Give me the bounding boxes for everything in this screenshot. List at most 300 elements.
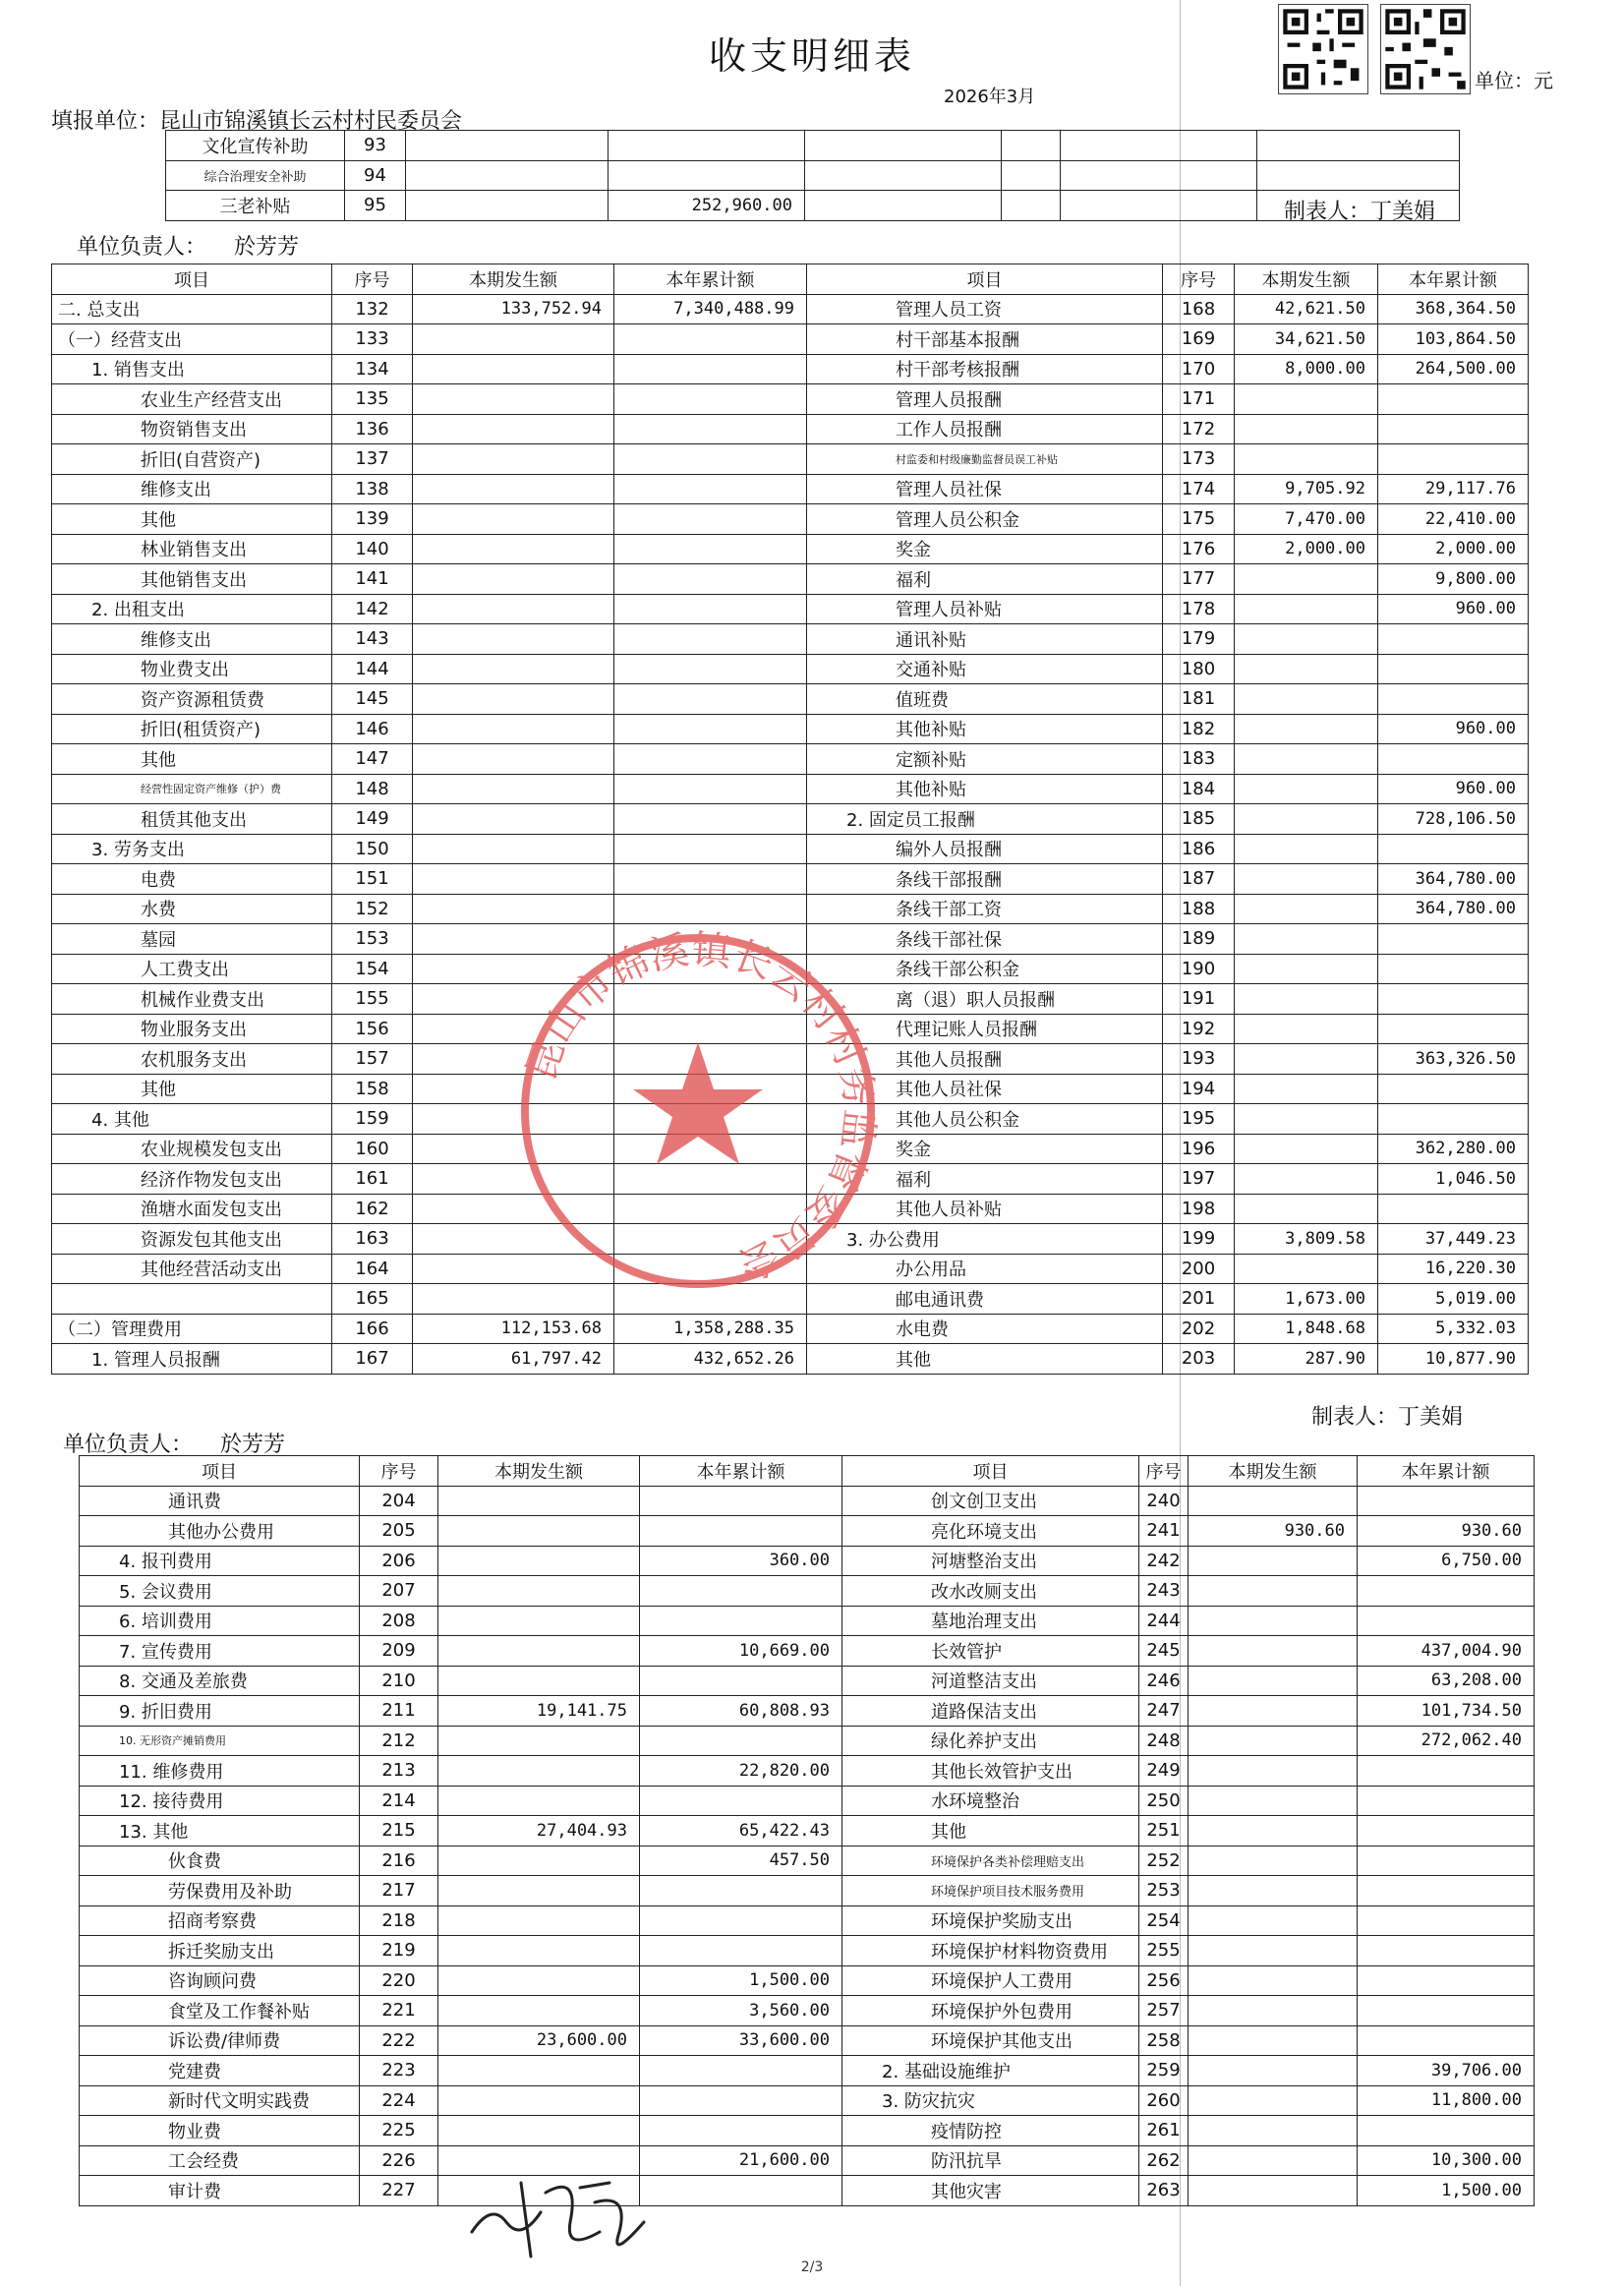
ytd-amount-cell — [1358, 1905, 1535, 1936]
ytd-amount-cell — [1358, 2025, 1535, 2056]
seq-cell: 134 — [332, 354, 413, 384]
ytd-amount-cell: 60,808.93 — [640, 1696, 842, 1727]
header-row — [80, 1456, 1535, 1487]
period-amount-cell — [406, 191, 609, 221]
item-cell: 其他人员报酬 — [807, 1044, 1163, 1075]
period-amount-cell — [413, 564, 614, 595]
table-row — [52, 804, 1529, 835]
seq-cell: 158 — [332, 1074, 413, 1104]
period-amount-cell: 1,673.00 — [1235, 1284, 1378, 1315]
item-cell: 疫情防控 — [842, 2116, 1139, 2146]
period-amount-cell — [438, 1786, 640, 1816]
seq-cell: 246 — [1139, 1666, 1189, 1696]
column-header-period: 本期发生额 — [413, 264, 614, 295]
seq-cell: 204 — [360, 1486, 438, 1516]
item-cell: 墓地治理支出 — [842, 1606, 1139, 1636]
ytd-amount-cell: 33,600.00 — [640, 2025, 842, 2056]
ytd-amount-cell — [1358, 1486, 1535, 1516]
column-header-period: 本期发生额 — [1189, 1456, 1358, 1487]
seq-cell: 136 — [332, 414, 413, 444]
ytd-amount-cell: 9,800.00 — [1378, 564, 1529, 595]
period-amount-cell — [1189, 2085, 1358, 2116]
period-amount-cell — [438, 1756, 640, 1787]
seq-cell: 180 — [1163, 654, 1235, 684]
maker-label: 制表人： — [1284, 200, 1371, 224]
period-amount-cell — [413, 894, 614, 924]
ytd-amount-cell — [640, 1786, 842, 1816]
period-amount-cell — [1189, 2145, 1358, 2176]
seq-cell: 184 — [1163, 774, 1235, 804]
ytd-amount-cell — [1358, 2116, 1535, 2146]
qr-code-icon — [1278, 4, 1368, 94]
table-row — [80, 1546, 1535, 1576]
period-amount-cell — [413, 774, 614, 804]
item-cell: 其他 — [807, 1344, 1163, 1375]
table-row — [80, 1846, 1535, 1876]
item-cell: 1. 销售支出 — [52, 354, 332, 384]
period-amount-cell — [438, 1905, 640, 1936]
table-row — [80, 1486, 1535, 1516]
period-amount-cell — [406, 160, 609, 191]
seq-cell: 203 — [1163, 1344, 1235, 1375]
unit-label: 单位：元 — [1475, 69, 1553, 92]
item-cell: 河塘整治支出 — [842, 1546, 1139, 1576]
ytd-amount-cell — [614, 414, 807, 444]
item-cell: 墓园 — [52, 924, 332, 955]
ytd-amount-cell — [1358, 1846, 1535, 1876]
item-cell: 其他补贴 — [807, 774, 1163, 804]
item-cell: 办公用品 — [807, 1254, 1163, 1284]
table-row — [52, 504, 1529, 535]
period-amount-cell — [1235, 594, 1378, 624]
period-amount-cell — [1189, 1726, 1358, 1756]
item-cell: 其他销售支出 — [52, 564, 332, 595]
ytd-amount-cell — [1378, 744, 1529, 775]
empty-cell — [805, 191, 1002, 221]
table-row — [52, 324, 1529, 355]
item-cell: 条线干部工资 — [807, 894, 1163, 924]
item-cell: 电费 — [52, 864, 332, 895]
seq-cell: 205 — [360, 1516, 438, 1547]
seq-cell: 199 — [1163, 1224, 1235, 1255]
ytd-amount-cell — [614, 804, 807, 835]
item-cell: 离（退）职人员报酬 — [807, 984, 1163, 1015]
item-cell: 7. 宣传费用 — [80, 1636, 360, 1667]
period-amount-cell — [413, 414, 614, 444]
item-cell — [52, 1284, 332, 1315]
item-cell: 招商考察费 — [80, 1905, 360, 1936]
ytd-amount-cell: 364,780.00 — [1378, 894, 1529, 924]
seq-cell: 214 — [360, 1786, 438, 1816]
period-amount-cell — [1235, 1074, 1378, 1104]
item-cell: （一）经营支出 — [52, 324, 332, 355]
column-header-seq: 序号 — [332, 264, 413, 295]
item-cell: （二）管理费用 — [52, 1314, 332, 1344]
ytd-amount-cell: 728,106.50 — [1378, 804, 1529, 835]
item-cell: 编外人员报酬 — [807, 834, 1163, 864]
item-cell: 党建费 — [80, 2056, 360, 2086]
period-amount-cell: 3,809.58 — [1235, 1224, 1378, 1255]
column-header-ytd: 本年累计额 — [640, 1456, 842, 1487]
period-amount-cell — [1235, 924, 1378, 955]
seq-cell: 227 — [360, 2176, 438, 2206]
item-cell: 长效管护 — [842, 1636, 1139, 1667]
item-cell: 5. 会议费用 — [80, 1576, 360, 1607]
period-amount-cell — [438, 1876, 640, 1906]
item-cell: 其他经营活动支出 — [52, 1254, 332, 1284]
seq-cell: 137 — [332, 444, 413, 475]
period-amount-cell — [1235, 624, 1378, 655]
table-row — [52, 444, 1529, 475]
seq-cell: 221 — [360, 1996, 438, 2026]
seq-cell: 251 — [1139, 1816, 1189, 1846]
period-amount-cell — [1235, 834, 1378, 864]
item-cell: 福利 — [807, 1164, 1163, 1195]
seq-cell: 188 — [1163, 894, 1235, 924]
table-row — [52, 894, 1529, 924]
table-row — [52, 834, 1529, 864]
period-amount-cell — [438, 2056, 640, 2086]
period-amount-cell: 112,153.68 — [413, 1314, 614, 1344]
item-cell: 环境保护其他支出 — [842, 2025, 1139, 2056]
period-amount-cell — [413, 534, 614, 564]
seq-cell: 152 — [332, 894, 413, 924]
ytd-amount-cell — [614, 324, 807, 355]
item-cell: 其他 — [52, 504, 332, 535]
ytd-amount-cell: 1,046.50 — [1378, 1164, 1529, 1195]
seq-cell: 132 — [332, 294, 413, 324]
item-cell: 河道整洁支出 — [842, 1666, 1139, 1696]
ytd-amount-cell: 29,117.76 — [1378, 474, 1529, 504]
item-cell: 创文创卫支出 — [842, 1486, 1139, 1516]
seq-cell: 133 — [332, 324, 413, 355]
seq-cell: 148 — [332, 774, 413, 804]
period-amount-cell — [413, 384, 614, 415]
ytd-amount-cell: 5,332.03 — [1378, 1314, 1529, 1344]
ytd-amount-cell — [614, 834, 807, 864]
seq-cell: 149 — [332, 804, 413, 835]
period-amount-cell — [1189, 2056, 1358, 2086]
column-header-ytd: 本年累计额 — [1378, 264, 1529, 295]
ytd-amount-cell — [1378, 1104, 1529, 1135]
period-amount-cell — [1189, 1756, 1358, 1787]
table-row — [52, 294, 1529, 324]
seq-cell: 172 — [1163, 414, 1235, 444]
item-cell: 拆迁奖励支出 — [80, 1936, 360, 1966]
ytd-amount-cell: 362,280.00 — [1378, 1134, 1529, 1164]
item-cell: 林业销售支出 — [52, 534, 332, 564]
period-amount-cell: 27,404.93 — [438, 1816, 640, 1846]
seq-cell: 181 — [1163, 684, 1235, 715]
seq-cell: 200 — [1163, 1254, 1235, 1284]
item-cell: 物资销售支出 — [52, 414, 332, 444]
seq-cell: 168 — [1163, 294, 1235, 324]
period-amount-cell — [438, 1936, 640, 1966]
item-cell: 维修支出 — [52, 474, 332, 504]
item-cell: 亮化环境支出 — [842, 1516, 1139, 1547]
table-row — [52, 534, 1529, 564]
maker-label: 制表人： — [1311, 1405, 1399, 1430]
item-cell: 村干部考核报酬 — [807, 354, 1163, 384]
period-amount-cell — [413, 654, 614, 684]
ytd-amount-cell — [1358, 1816, 1535, 1846]
ytd-amount-cell: 63,208.00 — [1358, 1666, 1535, 1696]
seq-cell: 262 — [1139, 2145, 1189, 2176]
ytd-amount-cell — [609, 160, 805, 191]
ytd-amount-cell: 252,960.00 — [609, 191, 805, 221]
item-cell: 工会经费 — [80, 2145, 360, 2176]
ytd-amount-cell — [640, 1486, 842, 1516]
period-amount-cell — [1235, 804, 1378, 835]
table-row — [52, 774, 1529, 804]
seq-cell: 161 — [332, 1164, 413, 1195]
ytd-amount-cell — [1378, 984, 1529, 1015]
table-row — [52, 654, 1529, 684]
period-amount-cell — [438, 1996, 640, 2026]
empty-cell — [1061, 160, 1257, 191]
seq-cell: 189 — [1163, 924, 1235, 955]
period-amount-cell — [1235, 864, 1378, 895]
item-cell: 防汛抗旱 — [842, 2145, 1139, 2176]
ytd-amount-cell — [614, 384, 807, 415]
table-row — [166, 191, 1460, 221]
ytd-amount-cell — [614, 474, 807, 504]
table-row — [80, 1666, 1535, 1696]
table-row — [52, 384, 1529, 415]
item-cell: 条线干部社保 — [807, 924, 1163, 955]
ytd-amount-cell: 457.50 — [640, 1846, 842, 1876]
ytd-amount-cell: 16,220.30 — [1378, 1254, 1529, 1284]
item-cell: 其他补贴 — [807, 714, 1163, 744]
table-row — [52, 624, 1529, 655]
period-amount-cell — [413, 834, 614, 864]
ytd-amount-cell — [640, 1726, 842, 1756]
ytd-amount-cell — [614, 714, 807, 744]
item-cell: 2. 出租支出 — [52, 594, 332, 624]
item-cell: 综合治理安全补助 — [166, 160, 345, 191]
period-amount-cell — [438, 1516, 640, 1547]
ytd-amount-cell — [614, 654, 807, 684]
leader-name: 於芳芳 — [234, 235, 300, 260]
item-cell: 代理记账人员报酬 — [807, 1014, 1163, 1044]
seq-cell: 192 — [1163, 1014, 1235, 1044]
ytd-amount-cell: 1,500.00 — [1358, 2176, 1535, 2206]
period-amount-cell — [413, 594, 614, 624]
item-cell: 其他 — [842, 1816, 1139, 1846]
period-amount-cell: 7,470.00 — [1235, 504, 1378, 535]
period-amount-cell — [1235, 954, 1378, 984]
item-cell: 农业规模发包支出 — [52, 1134, 332, 1164]
period-amount-cell — [413, 624, 614, 655]
seq-cell: 247 — [1139, 1696, 1189, 1727]
item-cell: 其他办公费用 — [80, 1516, 360, 1547]
item-cell: 伙食费 — [80, 1846, 360, 1876]
period-amount-cell — [438, 2085, 640, 2116]
period-amount-cell — [438, 1606, 640, 1636]
period-amount-cell — [1189, 1636, 1358, 1667]
item-cell: 绿化养护支出 — [842, 1726, 1139, 1756]
period-amount-cell — [1189, 2025, 1358, 2056]
seq-cell: 173 — [1163, 444, 1235, 475]
item-cell: 其他长效管护支出 — [842, 1756, 1139, 1787]
column-header-seq: 序号 — [1163, 264, 1235, 295]
table-row — [80, 2145, 1535, 2176]
seq-cell: 146 — [332, 714, 413, 744]
seq-cell: 157 — [332, 1044, 413, 1075]
seq-cell: 220 — [360, 1965, 438, 1996]
ytd-amount-cell: 960.00 — [1378, 594, 1529, 624]
period-amount-cell — [1189, 1486, 1358, 1516]
ytd-amount-cell — [1358, 1965, 1535, 1996]
column-header-seq: 序号 — [1139, 1456, 1189, 1487]
seq-cell: 222 — [360, 2025, 438, 2056]
period-amount-cell: 34,621.50 — [1235, 324, 1378, 355]
period-amount-cell — [1189, 1905, 1358, 1936]
table-row — [52, 714, 1529, 744]
seq-cell: 258 — [1139, 2025, 1189, 2056]
table-row — [166, 131, 1460, 161]
table-row — [80, 1726, 1535, 1756]
seq-cell: 147 — [332, 744, 413, 775]
period-amount-cell — [413, 504, 614, 535]
item-cell: 环境保护外包费用 — [842, 1996, 1139, 2026]
ytd-amount-cell: 272,062.40 — [1358, 1726, 1535, 1756]
seq-cell: 156 — [332, 1014, 413, 1044]
ytd-amount-cell: 368,364.50 — [1378, 294, 1529, 324]
ytd-amount-cell — [640, 2085, 842, 2116]
item-cell: 管理人员公积金 — [807, 504, 1163, 535]
expense-detail-table-2 — [79, 1455, 1535, 2206]
item-cell: 交通补贴 — [807, 654, 1163, 684]
ytd-amount-cell — [640, 2116, 842, 2146]
period-amount-cell: 42,621.50 — [1235, 294, 1378, 324]
seq-cell: 216 — [360, 1846, 438, 1876]
table-row — [52, 354, 1529, 384]
seq-cell: 159 — [332, 1104, 413, 1135]
ytd-amount-cell — [614, 774, 807, 804]
item-cell: 食堂及工作餐补贴 — [80, 1996, 360, 2026]
item-cell: 审计费 — [80, 2176, 360, 2206]
ytd-amount-cell: 7,340,488.99 — [614, 294, 807, 324]
seq-cell: 190 — [1163, 954, 1235, 984]
seq-cell: 254 — [1139, 1905, 1189, 1936]
item-cell: 环境保护各类补偿理赔支出 — [842, 1846, 1139, 1876]
ytd-amount-cell: 960.00 — [1378, 774, 1529, 804]
seq-cell: 245 — [1139, 1636, 1189, 1667]
seq-cell: 259 — [1139, 2056, 1189, 2086]
item-cell: 管理人员补贴 — [807, 594, 1163, 624]
maker-signature-line — [1311, 1400, 1463, 1431]
period-amount-cell — [438, 1726, 640, 1756]
seq-cell: 142 — [332, 594, 413, 624]
seq-cell: 218 — [360, 1905, 438, 1936]
item-cell: 水费 — [52, 894, 332, 924]
ytd-amount-cell — [1378, 654, 1529, 684]
item-cell: 人工费支出 — [52, 954, 332, 984]
period-amount-cell: 930.60 — [1189, 1516, 1358, 1547]
ytd-amount-cell — [1378, 834, 1529, 864]
ytd-amount-cell: 930.60 — [1358, 1516, 1535, 1547]
item-cell: 4. 其他 — [52, 1104, 332, 1135]
table-row — [52, 474, 1529, 504]
period-amount-cell — [1235, 744, 1378, 775]
period-amount-cell — [1235, 1044, 1378, 1075]
seq-cell: 260 — [1139, 2085, 1189, 2116]
item-cell: 其他人员社保 — [807, 1074, 1163, 1104]
ytd-amount-cell — [1358, 1876, 1535, 1906]
period-amount-cell — [438, 2116, 640, 2146]
table-row — [80, 1936, 1535, 1966]
period-amount-cell — [438, 1546, 640, 1576]
table-row — [80, 1756, 1535, 1787]
item-cell: 劳保费用及补助 — [80, 1876, 360, 1906]
table-row — [52, 564, 1529, 595]
empty-cell — [805, 131, 1002, 161]
item-cell: 3. 防灾抗灾 — [842, 2085, 1139, 2116]
period-amount-cell — [1189, 1666, 1358, 1696]
ytd-amount-cell — [1358, 1606, 1535, 1636]
ytd-amount-cell — [1378, 924, 1529, 955]
item-cell: 村监委和村级廉勤监督员误工补贴 — [807, 444, 1163, 475]
item-cell: 改水改厕支出 — [842, 1576, 1139, 1607]
ytd-amount-cell — [614, 594, 807, 624]
ytd-amount-cell: 22,820.00 — [640, 1756, 842, 1787]
column-header-item: 项目 — [80, 1456, 360, 1487]
ytd-amount-cell: 37,449.23 — [1378, 1224, 1529, 1255]
period-amount-cell — [1189, 2116, 1358, 2146]
seq-cell: 177 — [1163, 564, 1235, 595]
period-amount-cell: 61,797.42 — [413, 1344, 614, 1375]
seq-cell: 143 — [332, 624, 413, 655]
seq-cell: 191 — [1163, 984, 1235, 1015]
item-cell: 其他灾害 — [842, 2176, 1139, 2206]
item-cell: 工作人员报酬 — [807, 414, 1163, 444]
period-amount-cell — [1235, 774, 1378, 804]
seq-cell: 151 — [332, 864, 413, 895]
seq-cell: 186 — [1163, 834, 1235, 864]
period-amount-cell — [1189, 1846, 1358, 1876]
item-cell: 维修支出 — [52, 624, 332, 655]
ytd-amount-cell: 3,560.00 — [640, 1996, 842, 2026]
seq-cell: 174 — [1163, 474, 1235, 504]
seq-cell: 169 — [1163, 324, 1235, 355]
table-row — [80, 1606, 1535, 1636]
ytd-amount-cell — [640, 1606, 842, 1636]
period-amount-cell — [1235, 444, 1378, 475]
item-cell: 农机服务支出 — [52, 1044, 332, 1075]
table-row — [52, 1344, 1529, 1375]
period-amount-cell — [1189, 1696, 1358, 1727]
seq-cell: 249 — [1139, 1756, 1189, 1787]
seq-cell: 194 — [1163, 1074, 1235, 1104]
seq-cell: 165 — [332, 1284, 413, 1315]
seq-cell: 212 — [360, 1726, 438, 1756]
ytd-amount-cell — [1378, 384, 1529, 415]
ytd-amount-cell: 437,004.90 — [1358, 1636, 1535, 1667]
seal-text: 昆山市锦溪镇长云村村务监督委员会 — [518, 926, 883, 1288]
period-amount-cell — [1235, 414, 1378, 444]
leader-signature-line — [63, 1428, 285, 1458]
item-cell: 2. 基础设施维护 — [842, 2056, 1139, 2086]
table-row — [52, 594, 1529, 624]
item-cell: 2. 固定员工报酬 — [807, 804, 1163, 835]
seq-cell: 160 — [332, 1134, 413, 1164]
ytd-amount-cell — [614, 354, 807, 384]
seq-cell: 219 — [360, 1936, 438, 1966]
item-cell: 1. 管理人员报酬 — [52, 1344, 332, 1375]
ytd-amount-cell: 432,652.26 — [614, 1344, 807, 1375]
ytd-amount-cell: 6,750.00 — [1358, 1546, 1535, 1576]
